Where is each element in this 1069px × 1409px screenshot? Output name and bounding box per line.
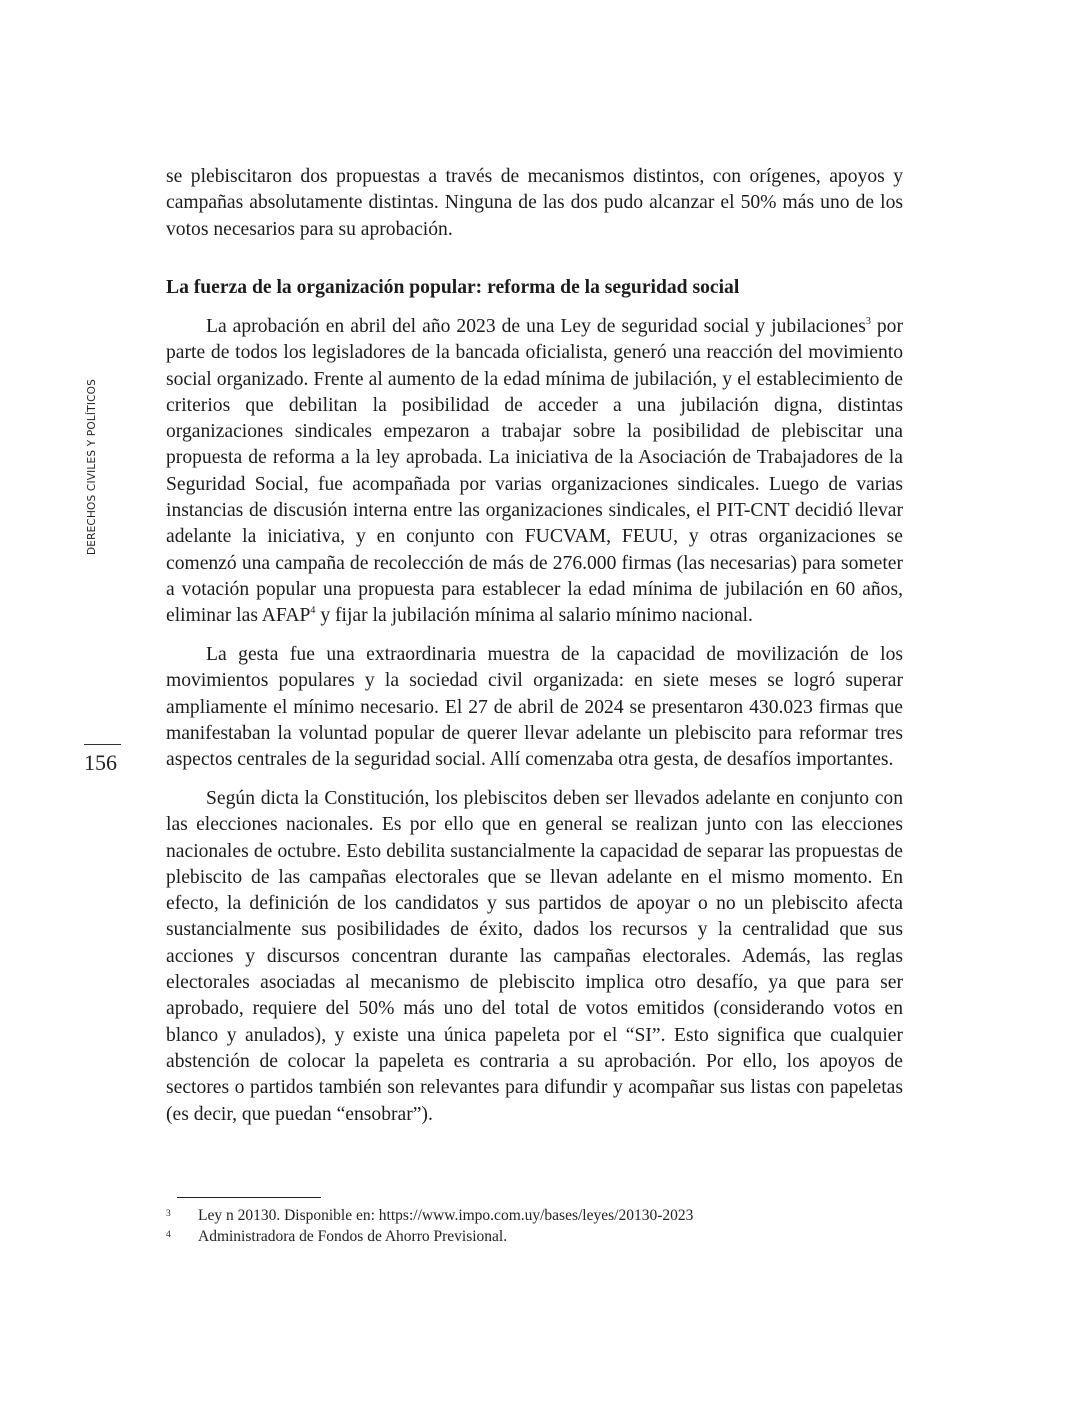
footnote-text: Ley n 20130. Disponible en: https://www.impo.com.uy/bases/leyes/20130-2023: [198, 1207, 694, 1224]
paragraph-2: [166, 642, 903, 773]
page-number-rule: [84, 744, 121, 745]
paragraph-2-text: La gesta fue una extraordinaria muestra de la capacidad de movilización de los movimientos populares y la sociedad civil organizada: en siete meses se logró superar ampliamente el mínimo necesario. El 27 de abril de 2024 se presentaron 430.023 firmas que manifestaban la voluntad popular de querer llevar adelante un plebiscito para reformar tres aspectos centrales de la seguridad social. Allí comenzaba otra gesta, de desafíos importantes.: [166, 644, 903, 771]
paragraph-3-text: Según dicta la Constitución, los plebiscitos deben ser llevados adelante en conjunto con las elecciones nacionales. Es por ello que en general se realizan junto con las elecciones nacionales de octubre. Esto debilita sustancialmente la capacidad de separar las propuestas de plebiscito de las campañas electorales que se llevan adelante en el mismo momento. En efecto, la definición de los candidatos y sus partidos de apoyar o no un plebiscito afecta sustancialmente sus posibilidades de éxito, dados los recursos y la centralidad que sus acciones y discursos concentran durante las campañas electorales. Además, las reglas electorales asociadas al mecanismo de plebiscito implica otro desafío, ya que para ser aprobado, requiere del 50% más uno del total de votos emitidos (considerando votos en blanco y anulados), y existe una única papeleta por el “SI”. Esto significa que cualquier abstención de colocar la papeleta es contraria a su aprobación. Por ello, los apoyos de sectores o partidos también son relevantes para difundir y acompañar sus listas con papeletas (es decir, que puedan “ensobrar”).: [166, 788, 903, 1125]
footnote-text: Administradora de Fondos de Ahorro Previsional.: [198, 1228, 508, 1245]
footnote-number: 4: [166, 1230, 171, 1240]
running-section-label: DERECHOS CIVILES Y POLÍTICOS: [86, 379, 98, 556]
paragraph-1-text-c: y fijar la jubilación mínima al salario mínimo nacional.: [315, 605, 753, 627]
paragraph-1: [166, 314, 903, 630]
footnote-separator: [177, 1197, 321, 1198]
page-number: 156: [84, 750, 117, 775]
intro-text: se plebiscitaron dos propuestas a través de mecanismos distintos, con orígenes, apoyos y campañas absolutamente distintas. Ninguna de las dos pudo alcanzar el 50% más uno de los votos necesarios para su aprobación.: [166, 166, 903, 240]
paragraph-3: [166, 786, 903, 1128]
footnote-ref-3: 3: [865, 316, 871, 327]
paragraph-1-text-a: La aprobación en abril del año 2023 de una Ley de seguridad social y jubilaciones: [206, 316, 866, 337]
section-heading: La fuerza de la organización popular: reforma de la seguridad social: [166, 277, 740, 298]
intro-paragraph: [166, 164, 903, 243]
footnote-number: 3: [166, 1209, 171, 1219]
paragraph-1-text-b: por parte de todos los legisladores de la bancada oficialista, generó una reacción del movimiento social organizado. Frente al aumento de la edad mínima de jubilación, y el establecimiento de criterios que debilitan la posibilidad de acceder a una jubilación digna, distintas organizaciones sindicales empezaron a trabajar sobre la posibilidad de plebiscitar una propuesta de reforma a la ley aprobada. La iniciativa de la Asociación de Trabajadores de la Seguridad Social, fue acompañada por varias organizaciones sindicales. Luego de varias instancias de discusión interna entre las organizaciones sindicales, el PIT-CNT decidió llevar adelante la iniciativa, y en conjunto con FUCVAM, FEUU, y otras organizaciones se comenzó una campaña de recolección de más de 276.000 firmas (las necesarias) para someter a votación popular una propuesta para establecer la edad mínima de jubilación en 60 años, eliminar las AFAP: [166, 316, 903, 627]
footnote-ref-4: 4: [310, 605, 316, 617]
